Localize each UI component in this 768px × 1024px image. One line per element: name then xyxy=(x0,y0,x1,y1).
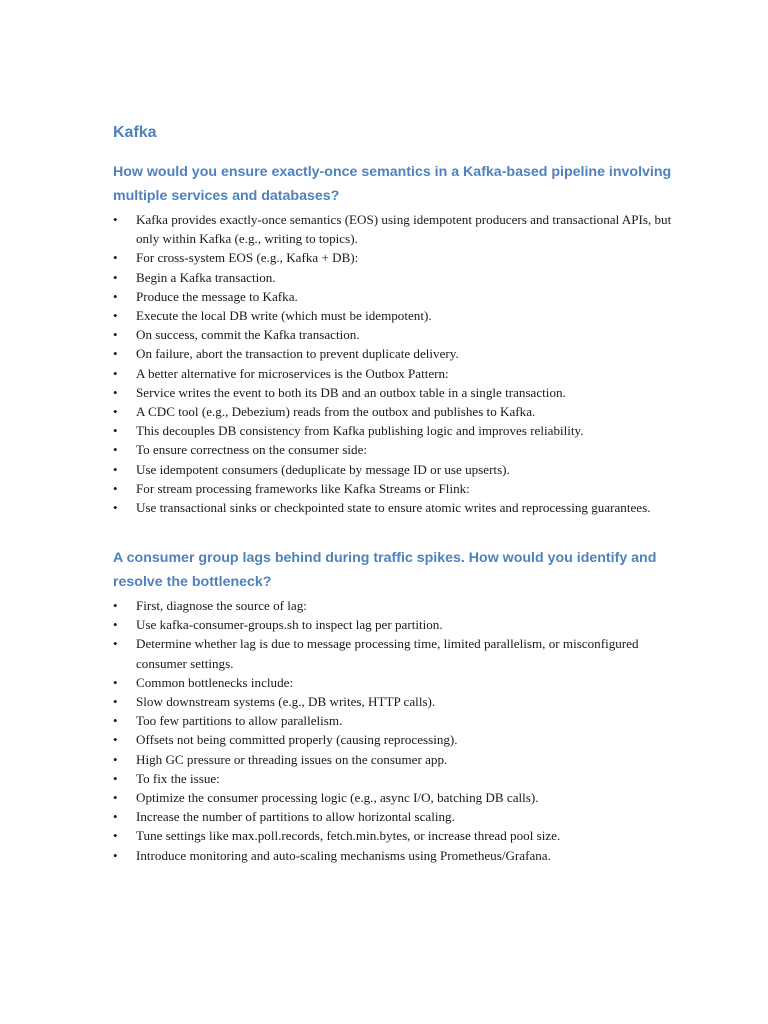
bullet-icon: • xyxy=(113,828,118,844)
list-item-text: Too few partitions to allow parallelism. xyxy=(136,713,343,729)
list-item-text: Use kafka-consumer-groups.sh to inspect lag per partition. xyxy=(136,617,443,633)
list-item xyxy=(113,673,673,692)
bullet-icon: • xyxy=(113,423,118,439)
bullet-list xyxy=(113,210,673,517)
bullet-icon: • xyxy=(113,809,118,825)
list-item xyxy=(113,364,673,383)
list-item xyxy=(113,268,673,287)
list-item xyxy=(113,344,673,363)
bullet-icon: • xyxy=(113,847,118,863)
list-item-text: This decouples DB consistency from Kafka publishing logic and improves reliability. xyxy=(136,423,584,439)
list-item-text: For cross-system EOS (e.g., Kafka + DB): xyxy=(136,250,359,266)
list-item xyxy=(113,711,673,730)
list-item xyxy=(113,248,673,267)
section-heading: A consumer group lags behind during traffic spikes. How would you identify and resolve the bottleneck? xyxy=(113,550,657,590)
list-item-text: Tune settings like max.poll.records, fetch.min.bytes, or increase thread pool size. xyxy=(136,828,561,844)
list-item xyxy=(113,306,673,325)
list-item-text: On success, commit the Kafka transaction. xyxy=(136,327,360,343)
list-item-text: To ensure correctness on the consumer side: xyxy=(136,442,368,458)
list-item-text: Common bottlenecks include: xyxy=(136,674,294,690)
list-item-text: Increase the number of partitions to allow horizontal scaling. xyxy=(136,809,455,825)
list-item xyxy=(113,750,673,769)
list-item xyxy=(113,769,673,788)
bullet-icon: • xyxy=(113,617,118,633)
bullet-icon: • xyxy=(113,598,118,613)
list-item xyxy=(113,287,673,306)
list-item xyxy=(113,846,673,865)
bullet-icon: • xyxy=(113,770,118,786)
bullet-icon: • xyxy=(113,694,118,710)
list-item xyxy=(113,383,673,402)
list-item-text: Produce the message to Kafka. xyxy=(136,288,298,304)
list-item xyxy=(113,596,673,615)
list-item-text: Introduce monitoring and auto-scaling mechanisms using Prometheus/Grafana. xyxy=(136,847,551,863)
list-item-text: For stream processing frameworks like Kafka Streams or Flink: xyxy=(136,480,470,496)
list-item xyxy=(113,479,673,498)
list-item-text: Begin a Kafka transaction. xyxy=(136,269,276,285)
list-item xyxy=(113,460,673,479)
list-item xyxy=(113,421,673,440)
list-item-text: A better alternative for microservices is the Outbox Pattern: xyxy=(136,365,449,381)
list-item xyxy=(113,210,673,248)
section-consumer-lag xyxy=(113,547,673,865)
bullet-icon: • xyxy=(113,384,118,400)
bullet-icon: • xyxy=(113,346,118,362)
bullet-icon: • xyxy=(113,480,118,496)
list-item-text: Offsets not being committed properly (causing reprocessing). xyxy=(136,732,458,748)
bullet-icon: • xyxy=(113,404,118,420)
list-item-text: On failure, abort the transaction to prevent duplicate delivery. xyxy=(136,346,459,362)
list-item-text: First, diagnose the source of lag: xyxy=(136,598,307,613)
list-item-text: To fix the issue: xyxy=(136,770,220,786)
list-item xyxy=(113,615,673,634)
list-item-text: Slow downstream systems (e.g., DB writes, HTTP calls). xyxy=(136,694,436,710)
list-item xyxy=(113,730,673,749)
list-item xyxy=(113,440,673,459)
list-item xyxy=(113,634,673,672)
bullet-icon: • xyxy=(113,751,118,767)
list-item xyxy=(113,325,673,344)
bullet-icon: • xyxy=(113,461,118,477)
bullet-icon: • xyxy=(113,269,118,285)
bullet-icon: • xyxy=(113,636,118,652)
list-item xyxy=(113,402,673,421)
list-item xyxy=(113,498,673,517)
bullet-icon: • xyxy=(113,442,118,458)
bullet-icon: • xyxy=(113,288,118,304)
list-item xyxy=(113,788,673,807)
list-item xyxy=(113,826,673,845)
bullet-icon: • xyxy=(113,713,118,729)
bullet-icon: • xyxy=(113,732,118,748)
list-item-text: Use transactional sinks or checkpointed state to ensure atomic writes and reprocessing guarantees. xyxy=(136,500,651,516)
bullet-icon: • xyxy=(113,250,118,266)
list-item-text: Optimize the consumer processing logic (e.g., async I/O, batching DB calls). xyxy=(136,790,539,806)
bullet-icon: • xyxy=(113,212,118,227)
list-item-text: Determine whether lag is due to message processing time, limited parallelism, or misconfigured consumer settings. xyxy=(136,636,639,671)
bullet-icon: • xyxy=(113,327,118,343)
bullet-icon: • xyxy=(113,674,118,690)
list-item-text: Execute the local DB write (which must be idempotent). xyxy=(136,308,432,324)
list-item-text: A CDC tool (e.g., Debezium) reads from the outbox and publishes to Kafka. xyxy=(136,404,536,420)
bullet-icon: • xyxy=(113,500,118,516)
document-title: Kafka xyxy=(113,124,157,141)
bullet-list xyxy=(113,596,673,865)
bullet-icon: • xyxy=(113,308,118,324)
list-item xyxy=(113,807,673,826)
list-item-text: High GC pressure or threading issues on the consumer app. xyxy=(136,751,448,767)
list-item-text: Use idempotent consumers (deduplicate by message ID or use upserts). xyxy=(136,461,510,477)
list-item-text: Kafka provides exactly-once semantics (EOS) using idempotent producers and transactional APIs, but only within Kafka (e.g., writing to topics). xyxy=(136,212,672,247)
list-item xyxy=(113,692,673,711)
list-item-text: Service writes the event to both its DB and an outbox table in a single transaction. xyxy=(136,384,566,400)
bullet-icon: • xyxy=(113,365,118,381)
section-heading: How would you ensure exactly-once semantics in a Kafka-based pipeline involving multiple services and databases? xyxy=(113,164,672,204)
section-exactly-once xyxy=(113,161,673,517)
bullet-icon: • xyxy=(113,790,118,806)
